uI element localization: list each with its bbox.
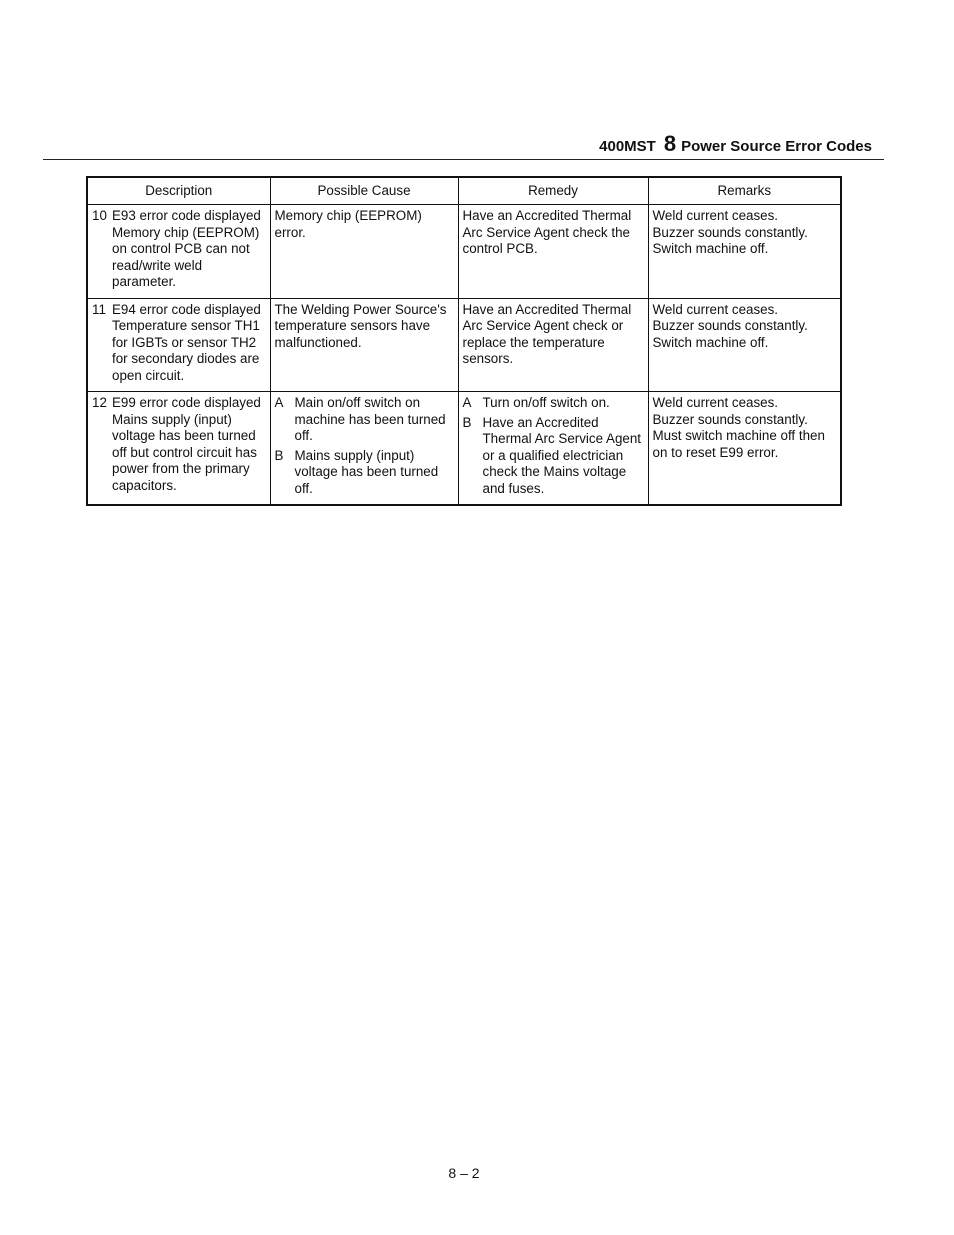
description-cell: [87, 392, 270, 506]
error-code-line: E93 error code displayed: [112, 208, 261, 223]
cause-item: [275, 448, 454, 498]
description-cell: [87, 205, 270, 299]
item-letter: A: [274, 395, 284, 410]
remedy-cell: [458, 392, 648, 506]
remedy-cell: [458, 205, 648, 299]
header-rule: [43, 159, 884, 160]
cause-text: Main on/off switch on machine has been turned off.: [294, 395, 446, 443]
remark-line: Buzzer sounds constantly.: [652, 224, 808, 240]
cause-text: Mains supply (input) voltage has been turned off.: [294, 447, 439, 496]
remark-line: Weld current ceases.: [652, 208, 779, 223]
error-description-text: Mains supply (input) voltage has been turned off but control circuit has power from the primary capacitors.: [112, 411, 257, 493]
remark-line: Buzzer sounds constantly.: [652, 318, 808, 333]
remedy-item: [463, 415, 644, 498]
column-header-remarks: Remarks: [648, 177, 841, 205]
page-header: [599, 131, 872, 157]
remedy-text: Have an Accredited Thermal Arc Service Agent check or replace the temperature sensors.: [462, 301, 632, 366]
cause-text: The Welding Power Source's temperature sensors have malfunctioned.: [274, 301, 447, 350]
remark-line: Weld current ceases.: [652, 395, 779, 410]
remark-line: Switch machine off.: [652, 241, 769, 256]
cause-text: Memory chip (EEPROM) error.: [274, 208, 422, 240]
page-number: 8 – 2: [448, 1165, 480, 1181]
chapter-number: 8: [663, 131, 677, 156]
remedy-text: Turn on/off switch on.: [482, 395, 610, 410]
error-description-text: Temperature sensor TH1 for IGBTs or sensor TH2 for secondary diodes are open circuit.: [112, 318, 260, 383]
cause-item: [275, 395, 454, 445]
item-letter: A: [462, 395, 472, 410]
remark-line: Must switch machine off then on to reset E99 error.: [652, 428, 825, 460]
column-header-remedy: Remedy: [458, 177, 648, 205]
remedy-text: Have an Accredited Thermal Arc Service Agent or a qualified electrician check the Mains voltage and fuses.: [482, 414, 642, 496]
error-code-line: E99 error code displayed: [112, 395, 261, 410]
remark-line: Switch machine off.: [652, 334, 769, 350]
possible-cause-cell: [270, 298, 458, 392]
model-name: 400MST: [599, 138, 656, 155]
column-header-possible-cause: Possible Cause: [270, 177, 458, 205]
remarks-cell: [648, 298, 841, 392]
item-letter: B: [274, 447, 284, 463]
description-cell: [87, 298, 270, 392]
remedy-text: Have an Accredited Thermal Arc Service Agent check the control PCB.: [462, 208, 632, 256]
possible-cause-cell: [270, 392, 458, 506]
remarks-cell: [648, 205, 841, 299]
table-header-row: [87, 177, 841, 205]
error-row-number: 12: [92, 395, 107, 410]
table-row: [87, 205, 841, 299]
error-description-text: Memory chip (EEPROM) on control PCB can not read/write weld parameter.: [112, 224, 260, 289]
table-row: [87, 392, 841, 506]
remedy-item: [463, 395, 644, 412]
error-row-number: 10: [92, 208, 107, 223]
item-letter: B: [462, 414, 472, 430]
column-header-description: Description: [87, 177, 270, 205]
error-row-number: 11: [92, 301, 106, 317]
chapter-title: Power Source Error Codes: [681, 138, 872, 155]
error-codes-table: [86, 176, 842, 506]
remedy-cell: [458, 298, 648, 392]
error-code-line: E94 error code displayed: [112, 301, 261, 317]
possible-cause-cell: [270, 205, 458, 299]
remarks-cell: [648, 392, 841, 506]
table-row: [87, 298, 841, 392]
remark-line: Weld current ceases.: [652, 301, 779, 317]
remark-line: Buzzer sounds constantly.: [652, 411, 808, 427]
